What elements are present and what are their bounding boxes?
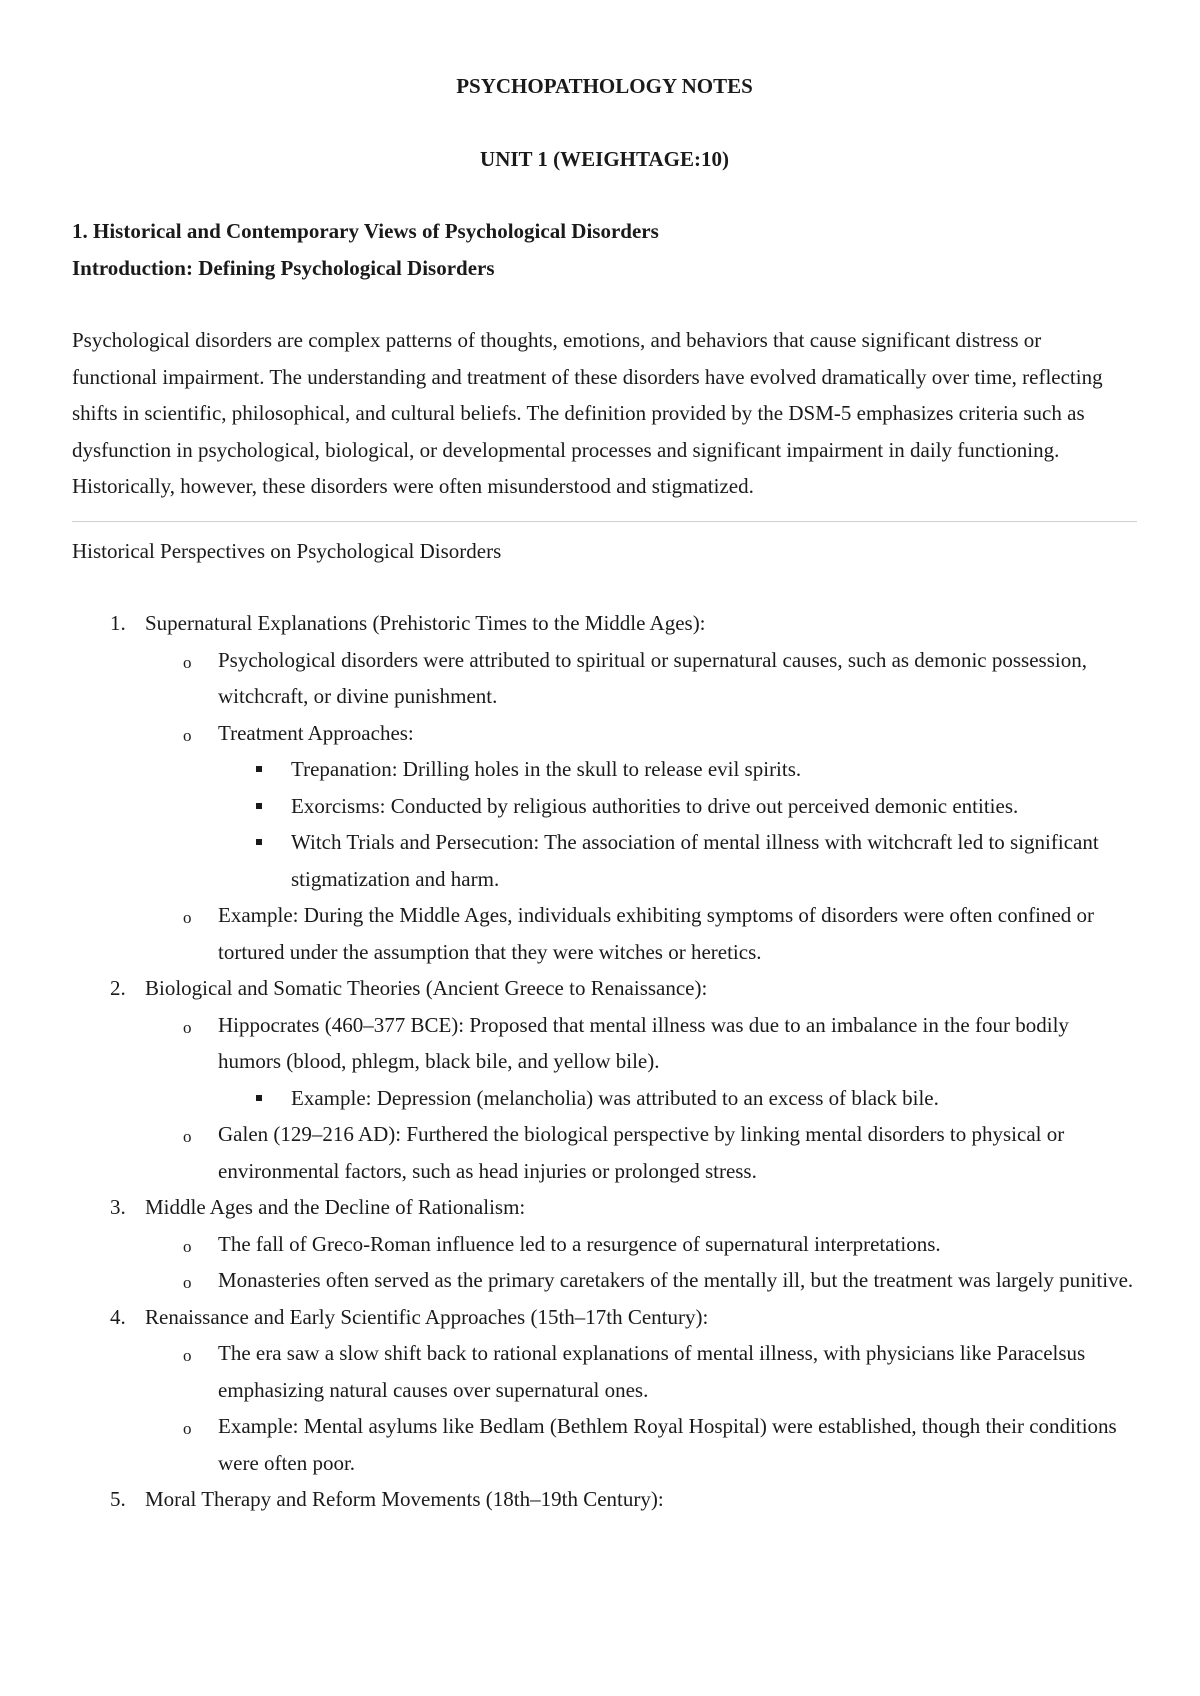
sub-list xyxy=(145,1007,1137,1190)
list-item-number: 2. xyxy=(110,976,126,1000)
sub-list xyxy=(145,1226,1137,1299)
circle-bullet-icon: o xyxy=(183,652,192,672)
list-item-text: Supernatural Explanations (Prehistoric Times to the Middle Ages): xyxy=(145,611,706,635)
intro-paragraph: Psychological disorders are complex patterns of thoughts, emotions, and behaviors that cause significant distress or functional impairment. The understanding and treatment of these disorders have evolved dramatically over time, reflecting shifts in scientific, philosophical, and cultural beliefs. The definition provided by the DSM-5 emphasizes criteria such as dysfunction in psychological, biological, or developmental processes and significant impairment in daily functioning. Historically, however, these disorders were often misunderstood and stigmatized. xyxy=(72,328,1103,498)
sub-list-item-text: Example: Mental asylums like Bedlam (Bethlem Royal Hospital) were established, though their conditions were often poor. xyxy=(218,1414,1117,1475)
bullet-list-item xyxy=(218,1080,1137,1117)
unit-title: UNIT 1 (WEIGHTAGE:10) xyxy=(480,146,729,171)
bullet-list-item xyxy=(218,751,1137,788)
sub-list-item xyxy=(145,1007,1137,1117)
sub-list-item xyxy=(145,1116,1137,1189)
list-item-number: 5. xyxy=(110,1487,126,1511)
square-bullet-icon xyxy=(256,803,262,809)
circle-bullet-icon: o xyxy=(183,1273,192,1292)
bullet-list-item xyxy=(218,824,1137,897)
bullet-list-item-text: Exorcisms: Conducted by religious authorities to drive out perceived demonic entities. xyxy=(291,793,1019,818)
sub-list-item-text: Example: During the Middle Ages, individuals exhibiting symptoms of disorders were often confined or tortured under the assumption that they were witches or heretics. xyxy=(218,903,1095,964)
circle-bullet-icon: o xyxy=(183,1346,192,1365)
bullet-list xyxy=(218,1080,1137,1117)
historical-perspectives-list xyxy=(72,605,1137,1518)
circle-bullet-icon: o xyxy=(183,1419,192,1438)
sub-list-item-text: Treatment Approaches: xyxy=(218,720,414,745)
bullet-list-item-text: Trepanation: Drilling holes in the skull to release evil spirits. xyxy=(291,757,802,781)
bullet-list xyxy=(218,751,1137,897)
subsection-title: Historical Perspectives on Psychological Disorders xyxy=(72,538,502,563)
square-bullet-icon xyxy=(256,839,262,845)
sub-list-item xyxy=(145,1262,1137,1299)
list-item-number: 1. xyxy=(110,611,126,635)
list-item-number: 3. xyxy=(110,1195,126,1219)
sub-list-item-text: Psychological disorders were attributed to spiritual or supernatural causes, such as demonic possession, witchcraft, or divine punishment. xyxy=(218,647,1087,708)
sub-list-item xyxy=(145,1226,1137,1263)
sub-list-item-text: The fall of Greco-Roman influence led to a resurgence of supernatural interpretations. xyxy=(218,1231,941,1256)
section-heading: 1. Historical and Contemporary Views of Psychological Disorders xyxy=(72,219,659,243)
list-item xyxy=(72,1481,1137,1518)
circle-bullet-icon: o xyxy=(183,1017,192,1037)
sub-list xyxy=(145,1335,1137,1481)
list-item-text: Biological and Somatic Theories (Ancient Greece to Renaissance): xyxy=(145,976,708,1000)
sub-list-item xyxy=(145,1408,1137,1481)
list-item-text: Moral Therapy and Reform Movements (18th–19th Century): xyxy=(145,1487,664,1511)
square-bullet-icon xyxy=(256,766,262,772)
list-item-text: Renaissance and Early Scientific Approaches (15th–17th Century): xyxy=(145,1304,709,1329)
circle-bullet-icon: o xyxy=(183,1236,192,1256)
list-item xyxy=(72,1299,1137,1482)
section-divider xyxy=(72,521,1137,522)
list-item xyxy=(72,1189,1137,1299)
square-bullet-icon xyxy=(256,1095,262,1101)
sub-list-item xyxy=(145,642,1137,715)
list-item xyxy=(72,605,1137,970)
sub-list xyxy=(145,642,1137,971)
list-item-number: 4. xyxy=(110,1304,126,1329)
circle-bullet-icon: o xyxy=(183,1127,192,1146)
sub-list-item-text: Hippocrates (460–377 BCE): Proposed that mental illness was due to an imbalance in the four bodily humors (blood, phlegm, black bile, and yellow bile). xyxy=(218,1012,1069,1073)
sub-list-item-text: Galen (129–216 AD): Furthered the biological perspective by linking mental disorders to physical or environmental factors, such as head injuries or prolonged stress. xyxy=(218,1122,1065,1183)
sub-list-item-text: Monasteries often served as the primary caretakers of the mentally ill, but the treatment was largely punitive. xyxy=(218,1268,1134,1292)
list-item-text: Middle Ages and the Decline of Rationalism: xyxy=(145,1195,526,1219)
sub-list-item xyxy=(145,897,1137,970)
intro-heading: Introduction: Defining Psychological Disorders xyxy=(72,255,495,280)
list-item xyxy=(72,970,1137,1189)
bullet-list-item xyxy=(218,788,1137,825)
sub-list-item xyxy=(145,1335,1137,1408)
document-title: PSYCHOPATHOLOGY NOTES xyxy=(456,74,753,98)
bullet-list-item-text: Example: Depression (melancholia) was attributed to an excess of black bile. xyxy=(291,1085,939,1110)
bullet-list-item-text: Witch Trials and Persecution: The association of mental illness with witchcraft led to significant stigmatization and harm. xyxy=(291,830,1099,891)
circle-bullet-icon: o xyxy=(183,908,192,927)
circle-bullet-icon: o xyxy=(183,725,192,745)
sub-list-item xyxy=(145,715,1137,898)
sub-list-item-text: The era saw a slow shift back to rational explanations of mental illness, with physicians like Paracelsus emphasizing natural causes over supernatural ones. xyxy=(218,1341,1086,1402)
